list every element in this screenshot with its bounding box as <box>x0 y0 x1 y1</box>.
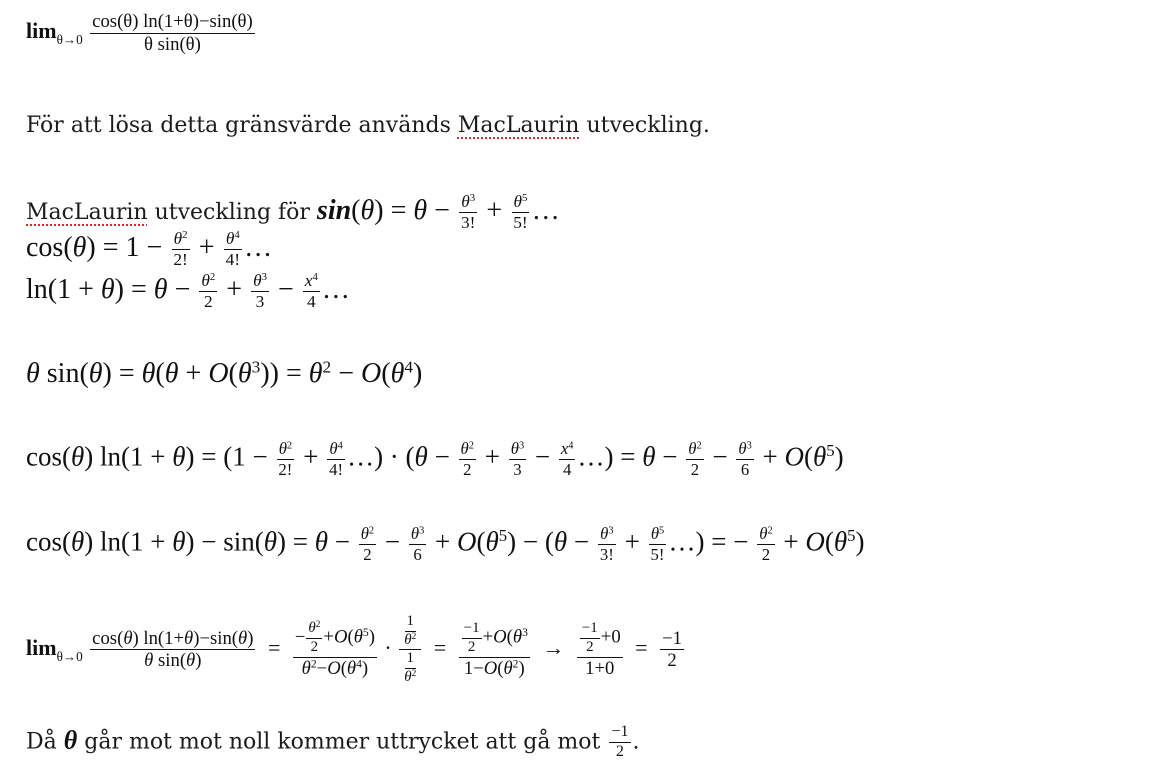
formula-limit-result: $\lim_{\theta\to 0}$ $\frac{\cos(\theta) \ln(1+\theta)-\sin(\theta)}{\text{θ sin(θ)}}$ = − $\frac{\theta^2}{2}$ $+O(\theta^5)$ $\theta^2-O(\theta^4)$ · $\frac{\frac{1}{\theta^2}}{\frac{1}{\theta^2}}$ = $\frac{-1}{2}$ $+O(\theta^3$ $1-O(\theta^2)$ → $\frac{-1}{2}$ +0 1+0 = $\frac{-1}{2}$ <box>26 613 682 686</box>
intro-text-after: utveckling. <box>579 113 710 138</box>
formula-cos-series: cos(θ) = 1 − $\frac{\theta^2}{2!}$ + $\frac{\theta^4}{4!}$ … <box>26 229 273 270</box>
conclusion-text-middle: går mot mot noll kommer uttrycket att gå mot <box>77 729 608 755</box>
problem-denominator: θ sin(θ) <box>144 33 201 55</box>
conclusion-fraction: $\frac{-1}{2}$ <box>611 723 629 760</box>
spellcheck-word[interactable]: MacLaurin <box>457 113 580 138</box>
series-sin <box>26 193 560 232</box>
problem-fraction <box>90 12 255 54</box>
formula-ln-series: ln(1 + θ) = θ − $\frac{\theta^2}{2}$ + $\frac{\theta^3}{3}$ − $\frac{x^4}{4}$ … <box>26 271 350 312</box>
formula-theta-sin: θ $\sin(\theta) = \theta(\theta + O(\theta^3)) = \theta^2 - O(\theta^4)$ <box>26 357 423 389</box>
intro-paragraph <box>26 115 710 137</box>
problem-limit <box>26 12 257 54</box>
problem-numerator: cos(θ) ln(1+θ)−sin(θ) <box>92 11 253 32</box>
spellcheck-word[interactable]: MacLaurin <box>26 200 148 226</box>
intro-text-before: För att lösa detta gränsvärde används <box>26 113 458 138</box>
conclusion-text-before: Då <box>26 729 64 755</box>
theta-symbol: θ <box>63 725 78 755</box>
conclusion-text-end: . <box>632 729 640 755</box>
formula-numerator-difference: cos(θ) ln(1 + θ) − sin(θ) = θ − $\frac{\theta^2}{2}$ − $\frac{\theta^3}{6}$ + $O(\theta^5) - (\theta$ − $\frac{\theta^3}{3!}$ + $\frac{\theta^5}{5!}$ …) = − $\frac{\theta^2}{2}$ + $O(\theta^5)$ <box>26 524 865 564</box>
lim-operator: lim <box>26 18 57 44</box>
formula-cos-ln-product: cos(θ) ln(1 + θ) = (1 − $\frac{\theta^2}{2!}$ + $\frac{\theta^4}{4!}$ …) · (θ − $\frac{\theta^2}{2}$ + $\frac{\theta^3}{3}$ − $\frac{x^4}{4}$ …) = θ − $\frac{\theta^2}{2}$ − $\frac{\theta^3}{6}$ + $O(\theta^5)$ <box>26 439 844 479</box>
series-label: utveckling för <box>147 200 317 226</box>
lim-subscript: θ→0 <box>56 32 83 48</box>
conclusion-paragraph <box>26 724 640 761</box>
formula-sin-series: sin(θ) = θ − $\frac{\theta^3}{3!}$ + $\frac{\theta^5}{5!}$ … <box>316 192 560 233</box>
